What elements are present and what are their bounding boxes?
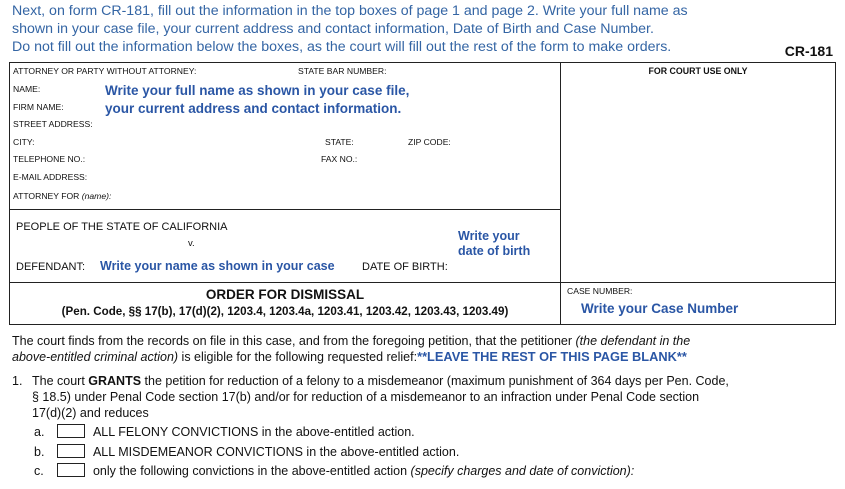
attorney-for-text: ATTORNEY FOR [13,191,80,201]
option-b-text: ALL MISDEMEANOR CONVICTIONS in the above-entitled action. [92,445,460,459]
findings-text-2: is eligible for the following requested relief: [178,350,418,364]
item-1-grants: GRANTS [88,374,142,388]
option-b [34,444,459,460]
dob-hint-line-2: date of birth [458,244,531,258]
instruction-line-2: shown in your case file, your current address and contact information, Date of Birth and Case Number. [12,21,654,37]
name-label: NAME: [13,84,41,94]
item-1-text [32,373,838,421]
court-use-label: FOR COURT USE ONLY [648,66,748,76]
option-c-letter: c. [34,464,44,478]
option-c-text: only the following convictions in the above-entitled action [92,464,411,478]
order-subtitle: (Pen. Code, §§ 17(b), 17(d)(2), 1203.4, 1203.4a, 1203.41, 1203.42, 1203.43, 1203.49) [61,305,509,318]
case-number-hint: Write your Case Number [581,301,739,316]
option-a [34,424,415,440]
option-a-text: ALL FELONY CONVICTIONS in the above-entitled action. [92,425,415,439]
court-use-box [560,62,836,283]
attorney-hint-line-2: your current address and contact information. [105,101,402,116]
versus-label: v. [188,238,195,249]
order-title: ORDER FOR DISMISSAL [205,287,365,302]
option-a-checkbox[interactable] [57,424,85,438]
findings-paragraph [12,333,838,365]
item-1-pre: The court [32,374,89,388]
street-address-label: STREET ADDRESS: [13,119,93,129]
leave-blank-note: **LEAVE THE REST OF THIS PAGE BLANK** [417,349,687,364]
date-of-birth-hint [458,229,530,259]
option-b-checkbox[interactable] [57,444,85,458]
attorney-hint [105,82,409,118]
option-b-letter: b. [34,445,45,459]
instructions [12,2,772,56]
form-number: CR-181 [784,43,833,59]
defendant-label: DEFENDANT: [16,261,86,273]
option-c-italic: (specify charges and date of conviction): [410,464,635,478]
option-c [34,463,634,479]
people-label: PEOPLE OF THE STATE OF CALIFORNIA [16,221,228,233]
telephone-label: TELEPHONE NO.: [13,154,86,164]
attorney-for-label [13,191,111,201]
findings-italic-2: above-entitled criminal action) [12,350,179,364]
attorney-hint-line-1: Write your full name as shown in your case file, [105,83,410,98]
firm-name-label: FIRM NAME: [13,102,64,112]
state-label: STATE: [325,137,354,147]
state-bar-label: STATE BAR NUMBER: [298,66,387,76]
option-c-checkbox[interactable] [57,463,85,477]
instruction-line-1: Next, on form CR-181, fill out the information in the top boxes of page 1 and page 2. Write your full name as [12,3,688,19]
option-a-letter: a. [34,425,45,439]
defendant-hint: Write your name as shown in your case [100,259,335,273]
city-label: CITY: [13,137,35,147]
findings-text-1: The court finds from the records on file in this case, and from the foregoing petition, that the petitioner [12,334,576,348]
fax-label: FAX NO.: [321,154,358,164]
item-1-number: 1. [12,374,23,388]
attorney-for-name-text: (name): [81,191,112,201]
attorney-header-label: ATTORNEY OR PARTY WITHOUT ATTORNEY: [13,66,197,76]
dob-hint-line-1: Write your [458,229,520,243]
email-label: E-MAIL ADDRESS: [13,172,88,182]
date-of-birth-label: DATE OF BIRTH: [362,261,448,273]
findings-italic-1: (the defendant in the [575,334,691,348]
item-1-post: the petition for reduction of a felony to a misdemeanor (maximum punishment of 364 days per Pen. Code, [141,374,729,388]
zip-label: ZIP CODE: [408,137,451,147]
case-number-label: CASE NUMBER: [567,286,633,296]
item-1-line-3: 17(d)(2) and reduces [32,406,149,420]
item-1-line-2: § 18.5) under Penal Code section 17(b) and/or for reduction of a misdemeanor to an infraction under Penal Code section [32,390,700,404]
instruction-line-3: Do not fill out the information below the boxes, as the court will fill out the rest of the form to make orders. [12,39,672,55]
